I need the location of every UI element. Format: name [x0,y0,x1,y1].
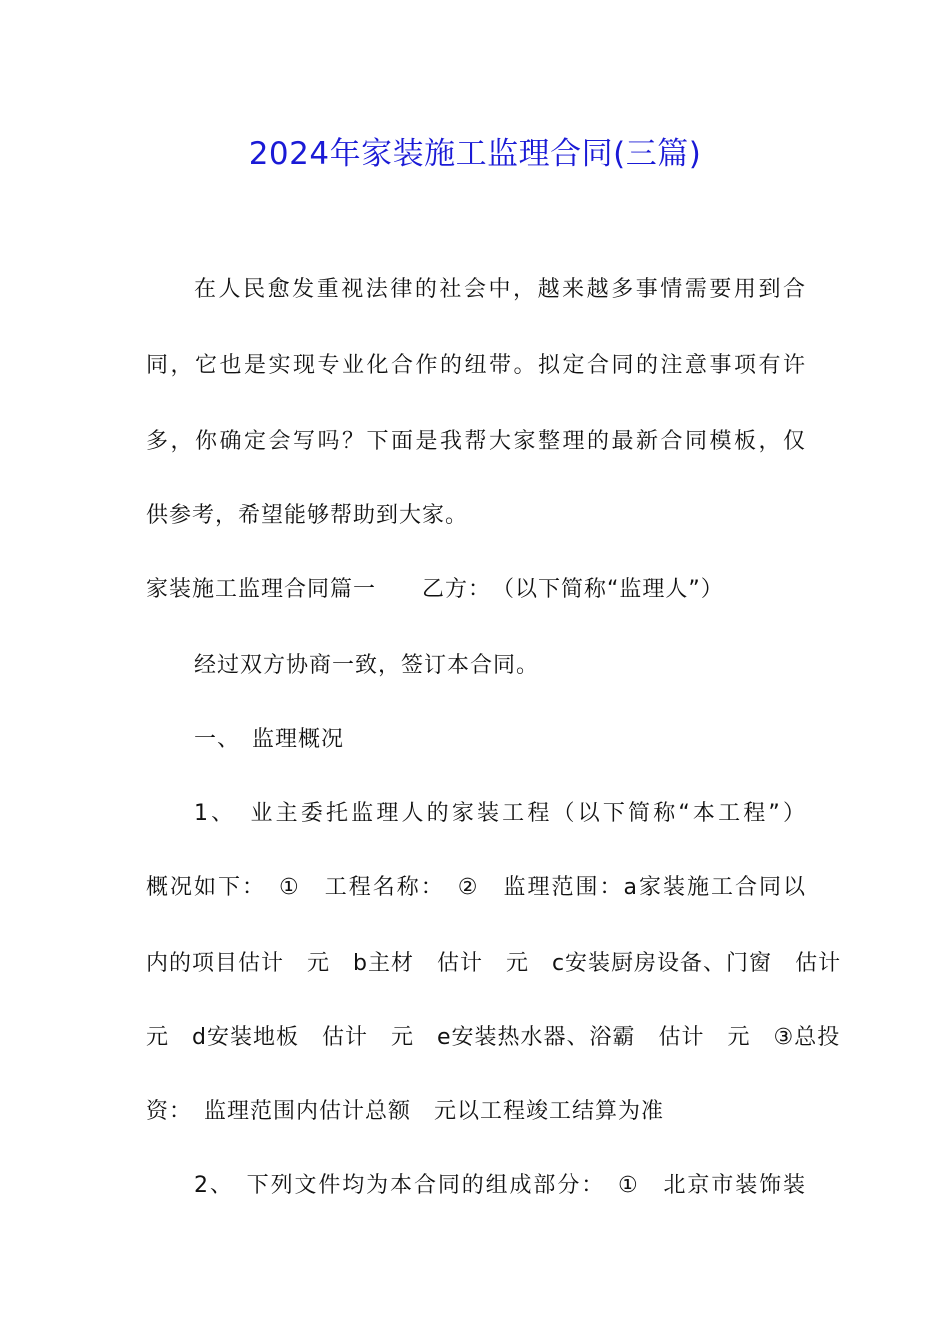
paragraph-line: 2、 下列文件均为本合同的组成部分： ① 北京市装饰装 [194,1173,806,1198]
paragraph-line: 同，它也是实现专业化合作的纽带。拟定合同的注意事项有许 [146,353,806,378]
paragraph-line: 资： 监理范围内估计总额 元以工程竣工结算为准 [146,1099,665,1124]
paragraph-line: 在人民愈发重视法律的社会中，越来越多事情需要用到合 [194,277,806,302]
paragraph-line: 元 d安装地板 估计 元 e安装热水器、浴霸 估计 元 ③总投 [146,1025,841,1050]
section-heading: 一、 监理概况 [194,727,345,752]
paragraph-line: 内的项目估计 元 b主材 估计 元 c安装厨房设备、门窗 估计 [146,951,842,976]
paragraph-line: 概况如下： ① 工程名称： ② 监理范围：a家装施工合同以 [146,875,806,900]
paragraph-line: 多，你确定会写吗？下面是我帮大家整理的最新合同模板，仅 [146,429,806,454]
document-title: 2024年家装施工监理合同(三篇) [248,136,702,172]
paragraph-line: 经过双方协商一致，签订本合同。 [194,653,540,678]
section-heading-line: 家装施工监理合同篇一 乙方： （以下简称“监理人”） [146,577,724,602]
paragraph-line: 1、 业主委托监理人的家装工程（以下简称“本工程”） [194,801,806,826]
paragraph-line: 供参考，希望能够帮助到大家。 [146,503,469,528]
